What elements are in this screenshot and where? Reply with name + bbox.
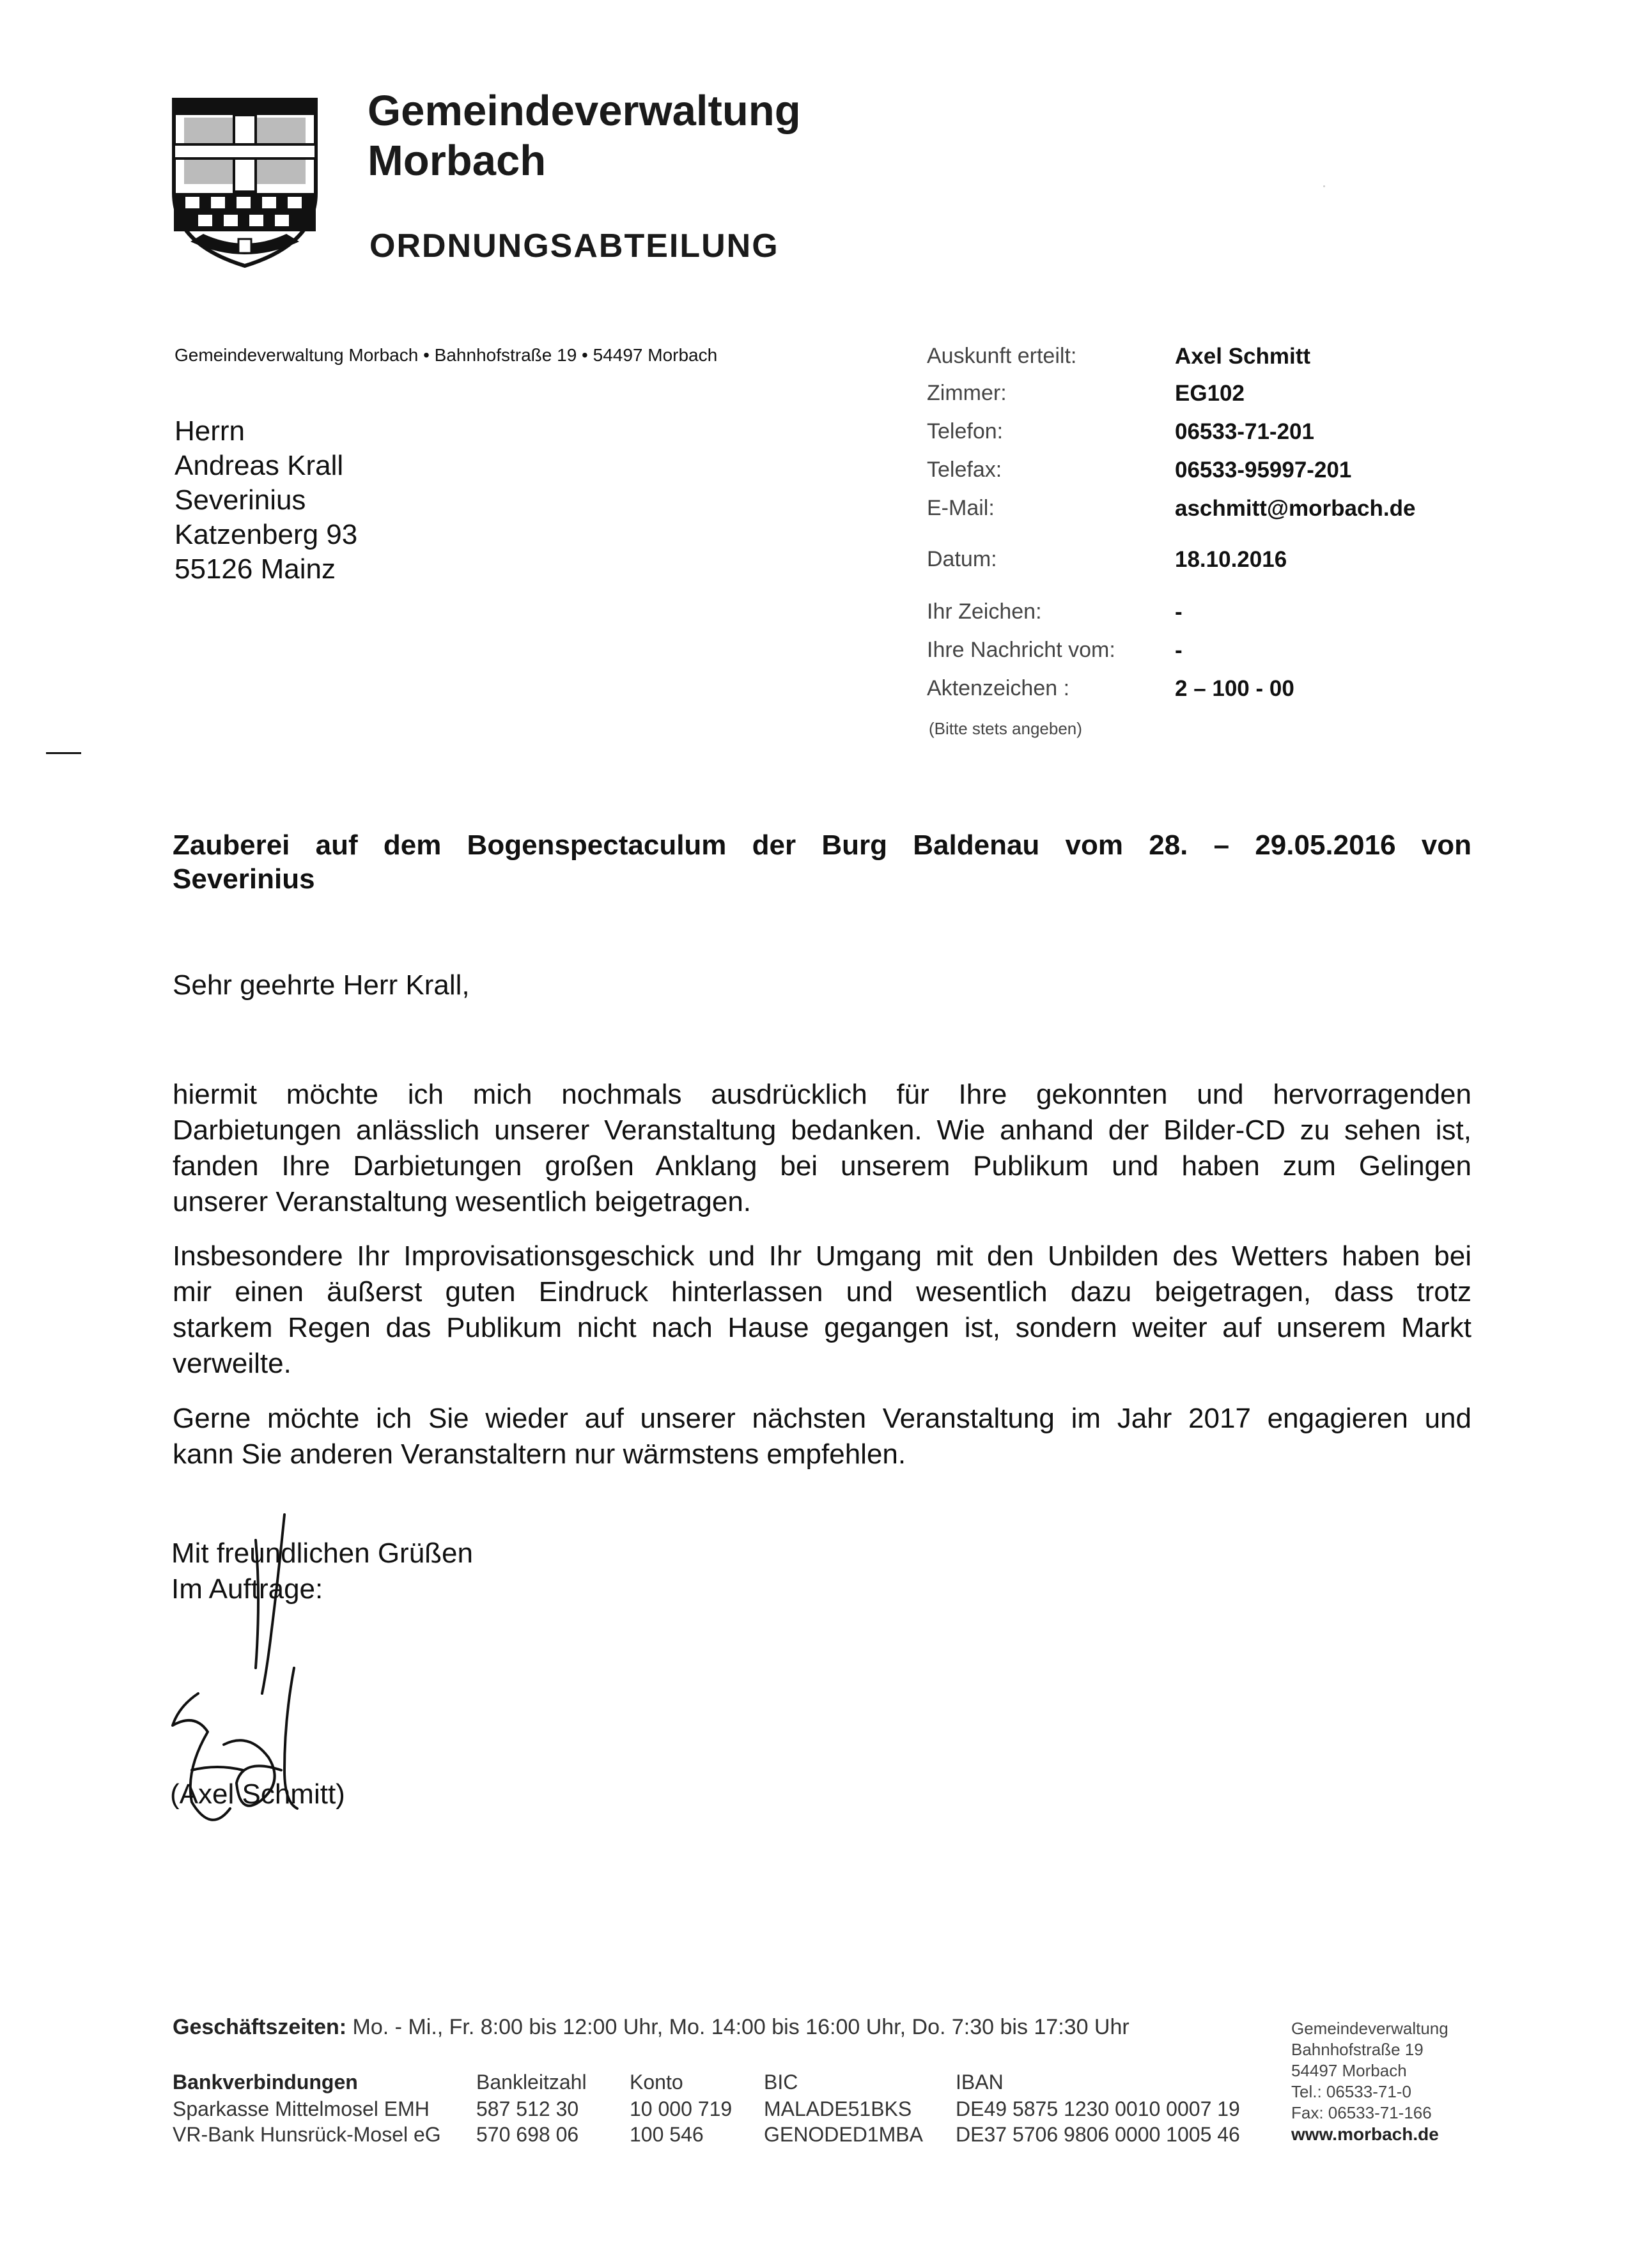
- signer-name: (Axel Schmitt): [170, 1778, 345, 1810]
- fold-mark: [46, 752, 81, 754]
- body-line: unserer Veranstaltung wesentlich beigetragen.: [173, 1186, 752, 1217]
- info-value: 06533-95997-201: [1175, 458, 1352, 482]
- info-label: Ihr Zeichen:: [927, 599, 1042, 624]
- recipient-line: Katzenberg 93: [175, 519, 358, 550]
- business-hours-label: Geschäftszeiten:: [173, 2015, 347, 2039]
- body-paragraph-2: [173, 1238, 1471, 1382]
- email-value: aschmitt@morbach.de: [1175, 496, 1416, 521]
- info-value: 06533-71-201: [1175, 419, 1314, 444]
- body-line: Gerne möchte ich Sie wieder auf unserer nächsten Veranstaltung im Jahr 2017 engagieren und: [173, 1403, 1471, 1434]
- info-label: Datum:: [927, 547, 997, 571]
- department-name: ORDNUNGSABTEILUNG: [369, 228, 779, 265]
- footer-contact-line: Gemeindeverwaltung: [1291, 2019, 1448, 2038]
- bank-account: 10 000 719: [630, 2097, 733, 2120]
- bank-header: Bankverbindungen: [173, 2071, 358, 2094]
- body-paragraph-1: [173, 1077, 1471, 1220]
- reference-hint: (Bitte stets angeben): [929, 719, 1082, 738]
- bank-column-header: BIC: [764, 2071, 798, 2094]
- info-label: Aktenzeichen :: [927, 676, 1070, 700]
- info-label: Auskunft erteilt:: [927, 344, 1077, 368]
- bank-name: VR-Bank Hunsrück-Mosel eG: [173, 2123, 441, 2146]
- bank-name: Sparkasse Mittelmosel EMH: [173, 2097, 430, 2120]
- business-hours-text: Mo. - Mi., Fr. 8:00 bis 12:00 Uhr, Mo. 14:00 bis 16:00 Uhr, Do. 7:30 bis 17:30 Uhr: [352, 2015, 1129, 2039]
- info-label: E-Mail:: [927, 496, 995, 520]
- return-address: Gemeindeverwaltung Morbach • Bahnhofstraße 19 • 54497 Morbach: [175, 345, 718, 365]
- bank-column-header: Konto: [630, 2071, 683, 2094]
- info-value: EG102: [1175, 381, 1245, 406]
- footer-contact-line: Fax: 06533-71-166: [1291, 2103, 1432, 2122]
- body-line: starkem Regen das Publikum nicht nach Hause gegangen ist, sondern weiter auf unserem Markt: [173, 1312, 1471, 1343]
- organization-name-line2: Morbach: [368, 137, 547, 185]
- body-line: Darbietungen anlässlich unserer Veranstaltung bedanken. Wie anhand der Bilder-CD zu sehen ist,: [173, 1115, 1471, 1146]
- website-link[interactable]: www.morbach.de: [1291, 2124, 1439, 2144]
- bank-bic: MALADE51BKS: [764, 2097, 912, 2120]
- coat-of-arms-icon: [171, 97, 318, 268]
- organization-name-line1: Gemeindeverwaltung: [368, 87, 801, 135]
- scan-speck: [1323, 185, 1325, 187]
- bank-code: 570 698 06: [476, 2123, 579, 2146]
- bank-column-header: IBAN: [956, 2071, 1004, 2094]
- salutation: Sehr geehrte Herr Krall,: [173, 969, 470, 1001]
- recipient-line: Severinius: [175, 484, 306, 516]
- business-hours: [173, 2015, 1129, 2040]
- footer-contact: [1291, 2018, 1448, 2145]
- closing-greeting: Mit freundlichen Grüßen: [171, 1538, 473, 1569]
- bank-iban: DE49 5875 1230 0010 0007 19: [956, 2097, 1240, 2120]
- body-line: Insbesondere Ihr Improvisationsgeschick und Ihr Umgang mit den Unbilden des Wetters haben bei: [173, 1240, 1471, 1272]
- body-line: fanden Ihre Darbietungen großen Anklang bei unserem Publikum und haben zum Gelingen: [173, 1150, 1471, 1182]
- body-paragraph-3: [173, 1401, 1471, 1472]
- footer-contact-line: Bahnhofstraße 19: [1291, 2040, 1424, 2059]
- organization-name: [368, 86, 801, 186]
- recipient-line: 55126 Mainz: [175, 553, 336, 585]
- closing-authority: Im Auftrage:: [171, 1573, 323, 1605]
- bank-code: 587 512 30: [476, 2097, 579, 2120]
- footer-contact-line: Tel.: 06533-71-0: [1291, 2082, 1411, 2101]
- recipient-address: [175, 414, 357, 587]
- bank-bic: GENODED1MBA: [764, 2123, 923, 2146]
- info-value: Axel Schmitt: [1175, 344, 1310, 369]
- date-value: 18.10.2016: [1175, 547, 1287, 572]
- bank-iban: DE37 5706 9806 0000 1005 46: [956, 2123, 1240, 2146]
- subject-line: Zauberei auf dem Bogenspectaculum der Burg Baldenau vom 28. – 29.05.2016 von: [173, 829, 1471, 861]
- body-line: kann Sie anderen Veranstaltern nur wärmstens empfehlen.: [173, 1439, 906, 1470]
- bank-column-header: Bankleitzahl: [476, 2071, 587, 2094]
- recipient-line: Herrn: [175, 415, 245, 447]
- subject-line-2: Severinius: [173, 863, 315, 895]
- info-value: -: [1175, 638, 1183, 663]
- footer-contact-line: 54497 Morbach: [1291, 2061, 1407, 2080]
- info-label: Telefax:: [927, 458, 1002, 482]
- bank-account: 100 546: [630, 2123, 704, 2146]
- body-line: mir einen äußerst guten Eindruck hinterlassen und wesentlich dazu beigetragen, dass trotz: [173, 1276, 1471, 1308]
- recipient-line: Andreas Krall: [175, 450, 344, 481]
- file-reference-value: 2 – 100 - 00: [1175, 676, 1294, 701]
- info-label: Ihre Nachricht vom:: [927, 638, 1115, 662]
- info-label: Zimmer:: [927, 381, 1007, 405]
- body-line: verweilte.: [173, 1348, 291, 1379]
- body-line: hiermit möchte ich mich nochmals ausdrücklich für Ihre gekonnten und hervorragenden: [173, 1079, 1471, 1110]
- info-label: Telefon:: [927, 419, 1004, 444]
- info-value: -: [1175, 599, 1183, 624]
